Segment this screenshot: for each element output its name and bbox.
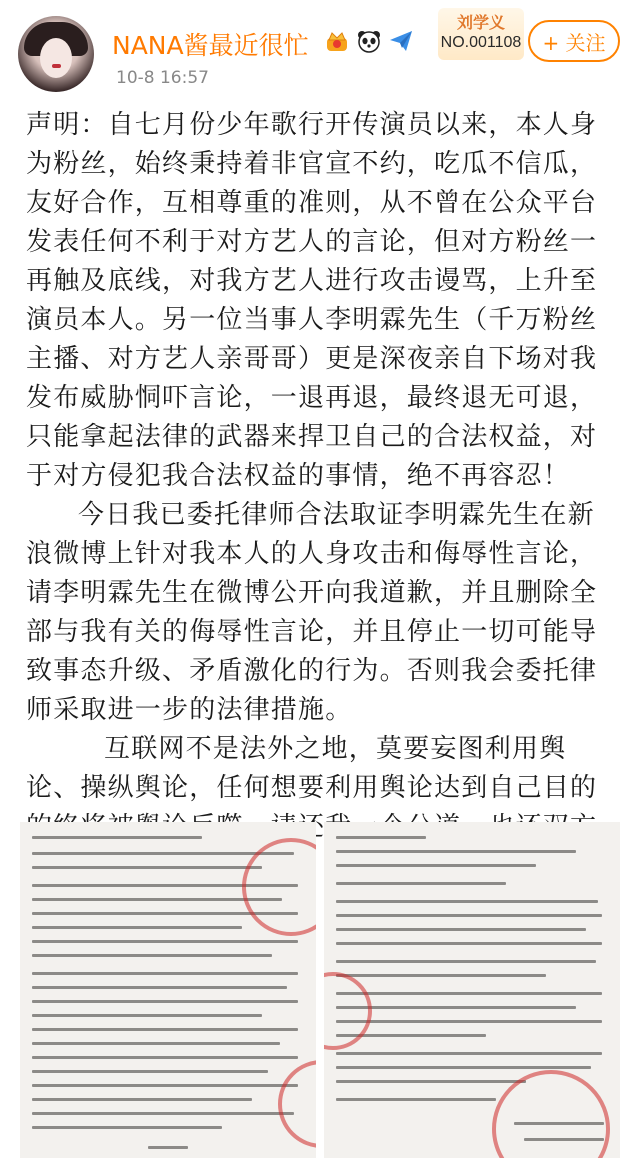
- document-text-line: [32, 1014, 262, 1017]
- legal-document-image-1[interactable]: [20, 822, 316, 1158]
- document-text-line: [148, 1146, 188, 1149]
- document-text-line: [336, 960, 596, 963]
- avatar[interactable]: [18, 16, 94, 92]
- post-paragraph: 今日我已委托律师合法取证李明霖先生在新浪微博上针对我本人的人身攻击和侮辱性言论，请李明霖先生在微博公开向我道歉，并且删除全部与我有关的侮辱性言论，并且停止一切可能导致事态升级、矛盾激化的行为。否则我会委托律师采取进一步的法律措施。: [26, 500, 598, 725]
- post-paragraph: 互联网不是法外之地，莫要妄图利用舆论、操纵舆论，任何想要利用舆论达到自己目的: [26, 734, 598, 803]
- avatar-face: [40, 38, 72, 78]
- document-text-line: [32, 986, 287, 989]
- document-text-line: [336, 850, 576, 853]
- document-text-line: [32, 1084, 298, 1087]
- document-text-line: [336, 1052, 602, 1055]
- fan-number-tag: [438, 8, 524, 60]
- document-text-line: [32, 1126, 222, 1129]
- document-text-line: [32, 954, 272, 957]
- document-text-line: [32, 1042, 280, 1045]
- panda-icon[interactable]: [356, 28, 382, 54]
- post-paragraph: 声明：自七月份少年歌行开传演员以来，本人身为粉丝，始终秉持着非官宣不约，吃瓜不信瓜，友好合作，互相尊重的准则，从不曾在公众平台发表任何不利于对方艺人的言论，但对方粉丝一再触及底线，对我方艺人进行攻击谩骂，上升至演员本人。另一位当事人李明霖先生（千万粉丝主播、对方艺人亲哥哥）更是深夜亲自下场对我发布威胁恫吓言论，一退再退，最终退无可退，只能拿起法律的武器来捍卫自己的合法权益，对于对方侵犯我合法权益的事情，绝不再容忍！: [26, 110, 598, 491]
- fan-tag-number: NO.001108: [440, 34, 522, 51]
- document-text-line: [32, 1070, 268, 1073]
- document-text-line: [336, 900, 598, 903]
- document-text-line: [32, 1098, 252, 1101]
- document-text-line: [32, 940, 298, 943]
- document-text-line: [336, 928, 586, 931]
- document-text-line: [336, 1006, 576, 1009]
- document-text-line: [32, 926, 242, 929]
- avatar-lips: [52, 64, 61, 68]
- document-text-line: [32, 972, 298, 975]
- fan-tag-name: 刘学义: [456, 13, 505, 32]
- follow-button[interactable]: + 关注: [528, 20, 620, 62]
- post-timestamp: 10-8 16:57: [116, 68, 209, 88]
- author-badges: [324, 26, 414, 56]
- author-name[interactable]: NANA酱最近很忙: [112, 31, 309, 60]
- document-text-line: [336, 992, 602, 995]
- document-text-line: [336, 1098, 496, 1101]
- document-text-line: [336, 836, 426, 839]
- document-text-line: [32, 1112, 294, 1115]
- document-text-line: [336, 1080, 526, 1083]
- red-seal-stamp: [324, 972, 372, 1050]
- document-text-line: [336, 1020, 602, 1023]
- legal-document-image-2[interactable]: [324, 822, 620, 1158]
- post-header: [0, 0, 640, 100]
- document-text-line: [336, 1066, 591, 1069]
- paper-plane-icon[interactable]: [388, 28, 414, 54]
- document-text-line: [32, 1000, 298, 1003]
- red-seal-stamp: [492, 1070, 610, 1158]
- crown-vip-icon[interactable]: [324, 28, 350, 54]
- post-image-grid: [20, 822, 620, 1158]
- document-text-line: [32, 836, 202, 839]
- red-seal-stamp: [278, 1060, 316, 1148]
- document-text-line: [32, 1056, 298, 1059]
- document-text-line: [32, 1028, 298, 1031]
- document-text-line: [336, 914, 602, 917]
- document-text-line: [336, 942, 602, 945]
- document-text-line: [336, 882, 506, 885]
- document-text-line: [336, 864, 536, 867]
- document-text-line: [32, 866, 262, 869]
- post-body: [26, 106, 618, 886]
- document-text-line: [336, 974, 546, 977]
